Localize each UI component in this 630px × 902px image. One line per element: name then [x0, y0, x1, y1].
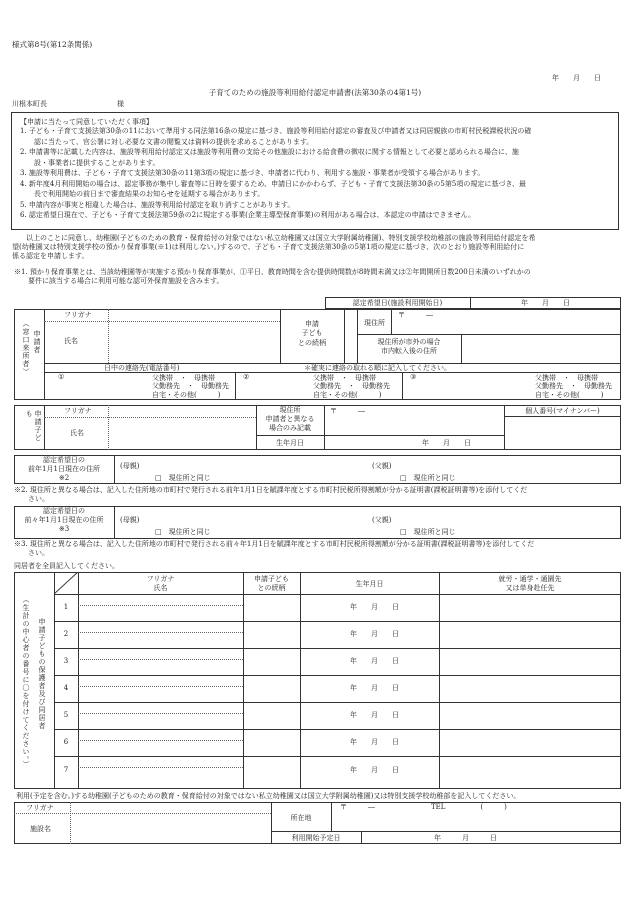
notice-line: 6. 認定希望日現在で、子ども・子育て支援法第59条の2に規定する事業(企業主導型保育事業)の利用がある場合は、本認定の申請はできません。: [20, 211, 476, 219]
consent-line: 係る認定を申請します。: [12, 251, 89, 260]
applicant-name-label: 氏名: [64, 337, 78, 345]
start-date-value[interactable]: 年 月 日: [434, 834, 497, 842]
prev2-year-mother: (母親): [120, 516, 140, 524]
prev-year-label: 認定希望日の 前年1月1日現在の住所 ※2: [28, 456, 100, 482]
mynumber-label: 個人番号(マイナンバー): [525, 407, 600, 415]
household-row-number: 1: [63, 603, 69, 611]
household-row-number: 5: [63, 711, 69, 719]
household-row-number: 3: [63, 657, 69, 665]
note-line: ※1. 預かり保育事業とは、当該幼稚園等が実施する預かり保育事業が、①平日、教育時間を含む提供時間数が8時間未満又は②年間開所日数200日未満のいずれかの: [14, 268, 531, 276]
child-section-label: 申請子ども: [25, 410, 42, 442]
notice-heading: 【申請に当たって同意していただく事項】: [20, 118, 153, 126]
applicant-label: 申請者: [33, 330, 41, 354]
contact-1-number: ①: [58, 373, 65, 381]
contact-3-option[interactable]: 父勤務先 ・ 母勤務先: [535, 382, 612, 390]
child-name-label: 氏名: [70, 429, 84, 437]
outside-address-field[interactable]: [463, 336, 619, 362]
col-relation-header: 申請子ども との続柄: [254, 575, 289, 593]
contact-note: ＊確実に連絡の取れる順に記入してください。: [304, 364, 451, 372]
household-row-birth[interactable]: 年 月 日: [350, 711, 399, 719]
household-row-birth[interactable]: 年 月 日: [350, 766, 399, 774]
household-row-birth[interactable]: 年 月 日: [350, 603, 399, 611]
contact-2-option[interactable]: 父携帯 ・ 母携帯: [313, 374, 376, 382]
prev-year-father-same-checkbox[interactable]: □ 現住所と同じ: [400, 474, 456, 482]
consent-paragraph: [12, 234, 620, 260]
col-work-header: 就労・通学・通園先 又は単身赴任先: [498, 575, 562, 593]
form-number: 様式第8号(第12条関係): [12, 40, 93, 49]
mynumber-field[interactable]: [506, 418, 619, 448]
note-line: さい。: [14, 548, 49, 557]
col-name-header: フリガナ 氏名: [146, 575, 175, 593]
notice-line: 1. 子ども・子育て支援法第30条の11において準用する同法第16条の規定に基づき、施設等利用給付認定の審査及び申請者又は同居親族の市町村民税課税状況の確: [20, 127, 532, 135]
note-line: ※2. 現住所と異なる場合は、記入した住所地の市町村で発行される前年1月1日を賦課年度とする市町村民税所得割額が分かる証明書(課税証明書等)を添付してくだ: [14, 486, 528, 494]
prev2-year-mother-same-checkbox[interactable]: □ 現住所と同じ: [155, 528, 211, 536]
facility-postal[interactable]: 〒 ―: [340, 803, 375, 811]
household-row-birth[interactable]: 年 月 日: [350, 657, 399, 665]
note-line: ※3. 現住所と異なる場合は、記入した住所地の市町村で発行される前々年1月1日を賦課年度とする市町村民税所得割額が分かる証明書(課税証明書等)を添付してくだ: [14, 540, 535, 548]
start-date-label: 利用開始予定日: [291, 834, 341, 842]
household-row-number: 4: [63, 684, 69, 692]
note-line: 要件に該当する場合に利用可能な認可外保育施設を含みます。: [14, 276, 224, 285]
address-postal[interactable]: 〒 ―: [398, 311, 433, 319]
facility-tel[interactable]: TEL ( ): [431, 803, 507, 811]
prev2-year-father-same-checkbox[interactable]: □ 現住所と同じ: [400, 528, 456, 536]
note-1: [14, 268, 620, 286]
contact-1-option[interactable]: 父勤務先 ・ 母勤務先: [152, 382, 229, 390]
applicant-name-field[interactable]: [110, 322, 278, 362]
notice-line: 長で利用開始の前日まで審査結果のお知らせを延期する場合があります。: [20, 190, 265, 198]
notice-line: 4. 新年度4月利用開始の場合は、認定事務が集中し審査等に日時を要するため、申請日にかかわらず、子ども・子育て支援法第30条の5第5項の規定に基づき、最: [20, 179, 527, 188]
contact-3-option[interactable]: 自宅・その他( ): [535, 391, 604, 399]
addressee: 川根本町長 様: [12, 100, 124, 108]
notice-line: 3. 施設等利用費は、子ども・子育て支援法第30条の11第3項の規定に基づき、申請者に代わり、利用する施設・事業者が受領する場合があります。: [20, 169, 485, 177]
household-side-note: （生計の中心者の番号に〇を付けてください。）: [22, 596, 30, 769]
prev2-year-label: 認定希望日の 前々年1月1日現在の住所 ※3: [24, 507, 104, 534]
applicant-furigana-label: フリガナ: [64, 311, 92, 319]
relation-label: 申請 子ども との続柄: [298, 320, 326, 347]
contact-2-option[interactable]: 自宅・その他( ): [313, 391, 382, 399]
notice-line: 設・事業者に提供することがあります。: [20, 158, 160, 167]
note-2: [14, 486, 620, 504]
household-intro: 同居者を全員記入してください。: [14, 562, 119, 570]
prev-year-mother: (母親): [120, 462, 140, 470]
child-furigana-label: フリガナ: [64, 407, 92, 415]
note-3: [14, 540, 620, 558]
notice-line: 5. 申請内容が事実と相違した場合は、施設等利用給付認定を取り消すことがあります。: [20, 200, 295, 209]
application-date: 年 月 日: [552, 74, 601, 82]
prev2-year-father: (父親): [372, 516, 392, 524]
child-address-label: 現住所 申請者と異なる 場合のみ記載: [265, 406, 315, 433]
child-address-postal[interactable]: 〒 ―: [330, 407, 365, 415]
consent-line: 以上のことに同意し、幼稚園(子どものための教育・保育給付の対象ではない私立幼稚園又は国立大学附属幼稚園)、特別支援学校幼稚部の施設等利用給付認定を希: [26, 234, 536, 242]
address-label: 現住所: [364, 319, 385, 327]
relation-field[interactable]: [346, 311, 356, 361]
household-row-number: 2: [63, 630, 69, 638]
household-row-birth[interactable]: 年 月 日: [350, 738, 399, 746]
cert-date-value[interactable]: 年 月 日: [521, 299, 570, 307]
facility-location-label: 所在地: [290, 814, 312, 822]
household-row-birth[interactable]: 年 月 日: [350, 630, 399, 638]
household-row-number: 6: [63, 738, 69, 746]
header-diagonal: [54, 572, 78, 594]
outside-address-label: 現住所が市外の場合 市内転入後の住所: [377, 338, 441, 356]
child-birth-value[interactable]: 年 月 日: [422, 439, 471, 447]
facility-furigana-label: フリガナ: [26, 804, 54, 812]
household-row-birth[interactable]: 年 月 日: [350, 684, 399, 692]
prev-year-father: (父親): [372, 462, 392, 470]
contact-3-option[interactable]: 父携帯 ・ 母携帯: [535, 374, 598, 382]
note-line: さい。: [14, 494, 49, 503]
child-name-field[interactable]: [110, 418, 254, 448]
consent-line: 望(幼稚園又は特別支援学校の預かり保育事業(※1)は利用しない。)するので、子ども・子育て支援法第30条の5第1項の規定に基づき、次のとおり施設等利用給付に: [12, 242, 525, 251]
facility-intro: 利用(予定を含む。)する幼稚園(子どものための教育・保育給付の対象ではない私立幼稚園又は国立大学附属幼稚園)又は特別支援学校幼稚部を記入してください。: [16, 792, 521, 800]
cert-date-label: 認定希望日(施設利用開始日): [352, 299, 443, 307]
notice-items: [20, 127, 615, 222]
contact-1-option[interactable]: 父携帯 ・ 母携帯: [152, 374, 215, 382]
contact-1-option[interactable]: 自宅・その他( ): [152, 391, 221, 399]
prev-year-mother-same-checkbox[interactable]: □ 現住所と同じ: [155, 474, 211, 482]
facility-name-field[interactable]: [72, 814, 270, 843]
form-title: 子育てのための施設等利用給付認定申請書(法第30条の4第1号): [208, 88, 422, 97]
household-row-number: 7: [63, 766, 69, 774]
contact-2-option[interactable]: 父勤務先 ・ 母勤務先: [313, 382, 390, 390]
applicant-section-label: （窓口来所者）: [22, 320, 30, 376]
contact-3-number: ③: [410, 373, 417, 381]
col-birth-header: 生年月日: [355, 580, 384, 588]
household-side-label: 申請子どもの保護者及び同居者: [38, 618, 46, 730]
notice-line: 認に当たって、官公署に対し必要な文書の閲覧又は資料の提供を求めることがあります。: [20, 137, 314, 146]
notice-line: 2. 申請書等に記載した内容は、施設等利用給付認定又は施設等利用費の支給その他施設における給食費の徴収に関する情報として必要と認められる場合に、施: [20, 148, 519, 156]
contact-label: 日中の連絡先(電話番号): [104, 364, 180, 372]
facility-name-label: 施設名: [30, 825, 51, 833]
contact-2-number: ②: [243, 373, 250, 381]
child-birth-label: 生年月日: [276, 439, 304, 447]
